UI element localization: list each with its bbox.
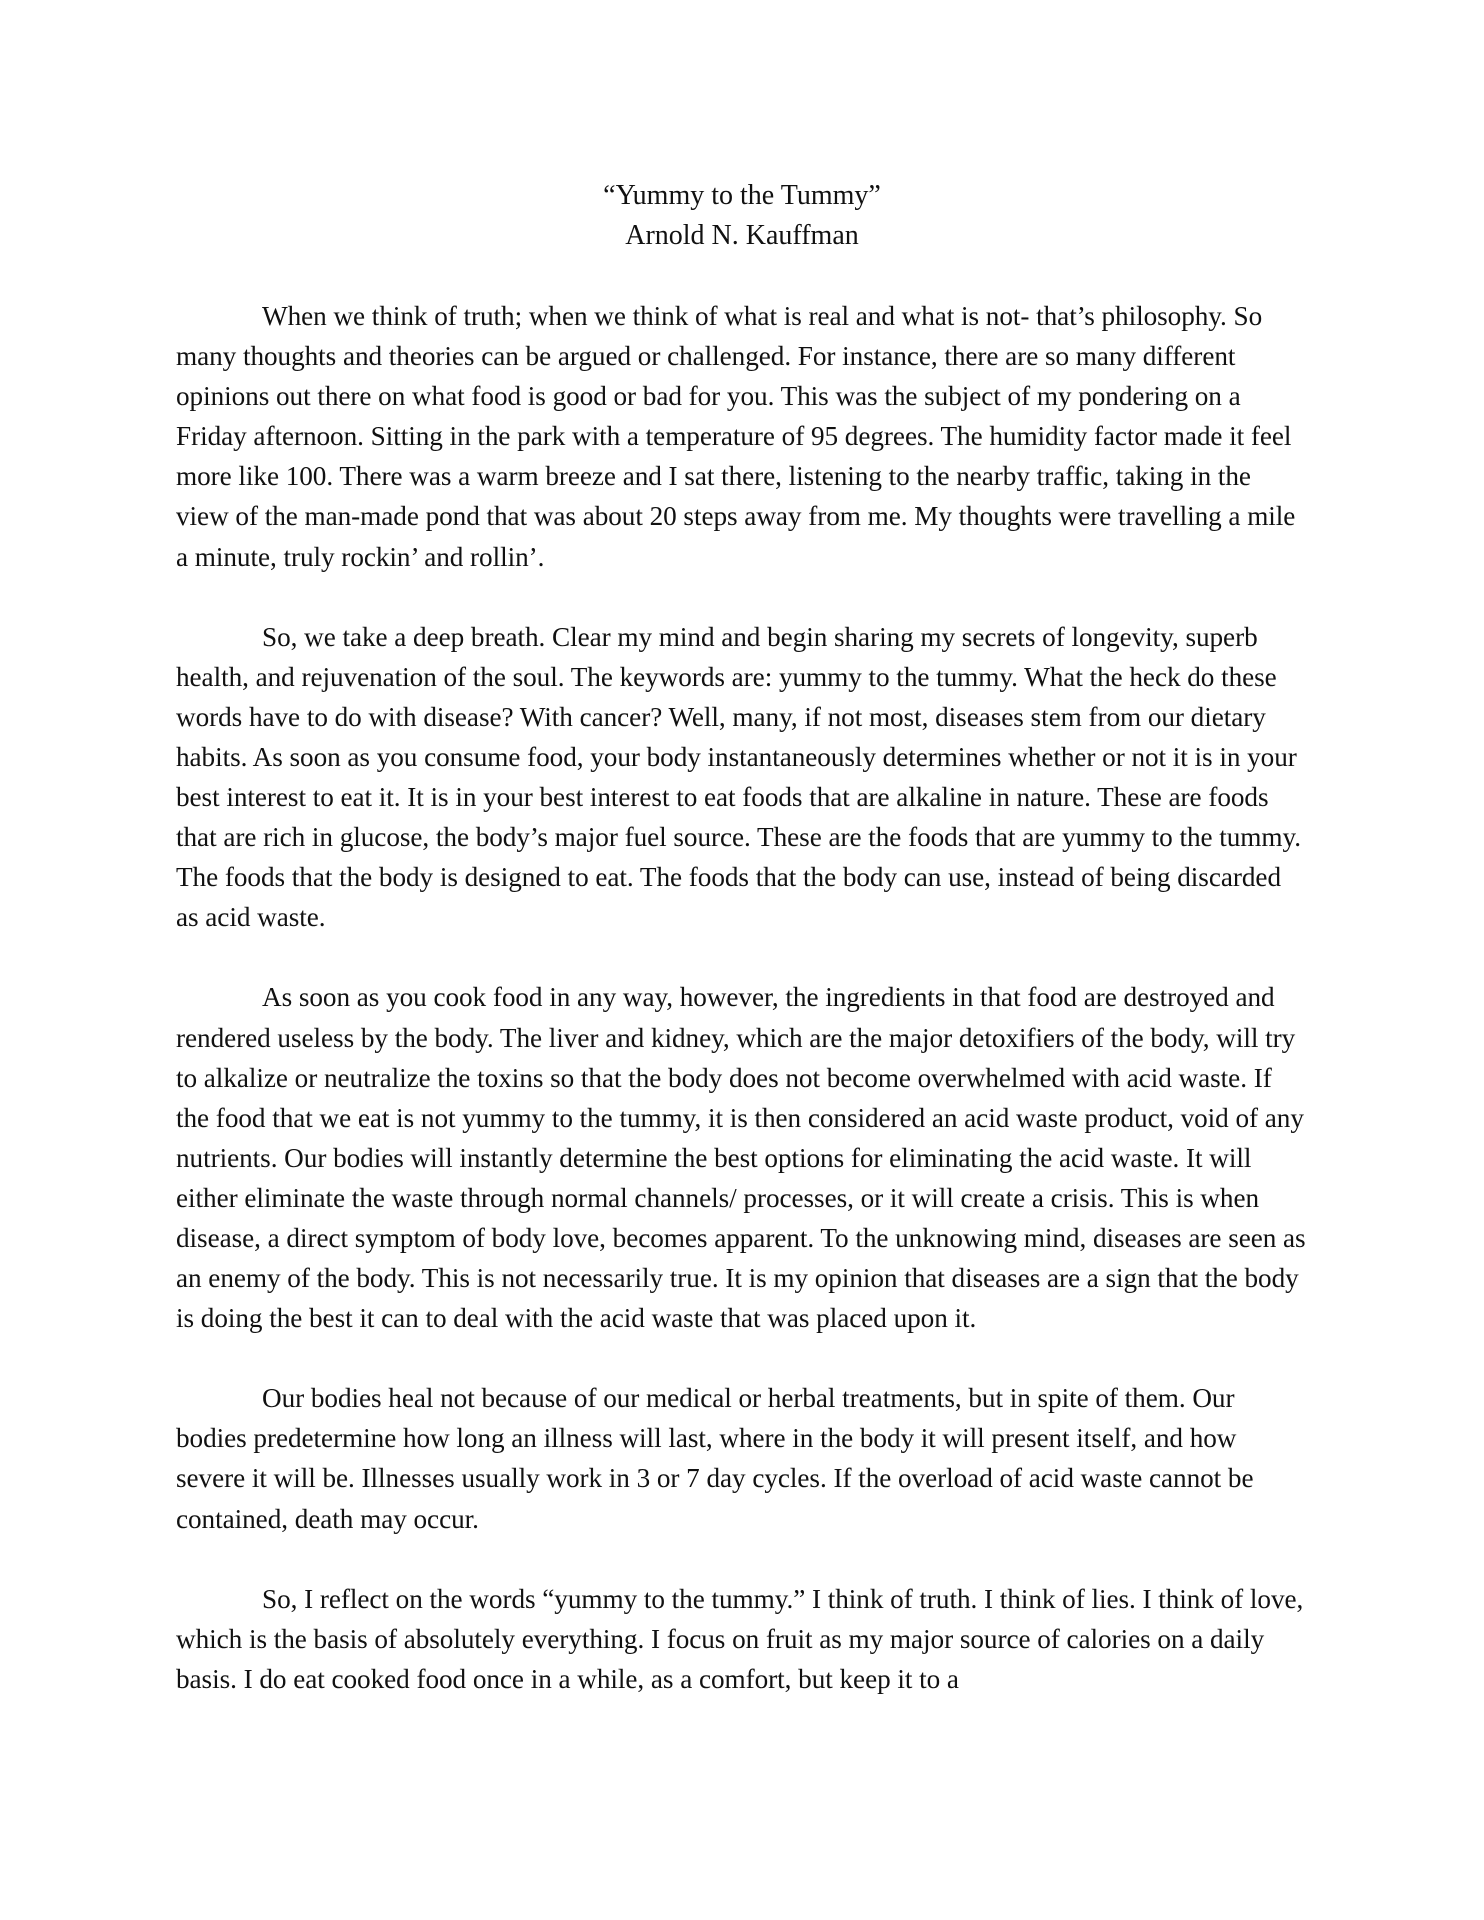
paragraph-1: When we think of truth; when we think of what is real and what is not- that’s philosophy. So many thoughts and theories can be argued or challenged. For instance, there are so many different opinions out there on what food is good or bad for you. This was the subject of my pondering on a Friday afternoon. Sitting in the park with a temperature of 95 degrees. The humidity factor made it feel more like 100. There was a warm breeze and I sat there, listening to the nearby traffic, taking in the view of the man-made pond that was about 20 steps away from me. My thoughts were travelling a mile a minute, truly rockin’ and rollin’.	[176, 301, 1296, 572]
document-author: Arnold N. Kauffman	[625, 220, 859, 251]
paragraph-5: So, I reflect on the words “yummy to the tummy.” I think of truth. I think of lies. I think of love, which is the basis of absolutely everything. I focus on fruit as my major source of calories on a daily basis. I do eat cooked food once in a while, as a comfort, but keep it to a	[176, 1583, 1304, 1694]
document-title: “Yummy to the Tummy”	[603, 180, 881, 211]
title-block	[176, 176, 1308, 256]
paragraph-2: So, we take a deep breath. Clear my mind and begin sharing my secrets of longevity, superb health, and rejuvenation of the soul. The keywords are: yummy to the tummy. What the heck do these words have to do with disease? With cancer? Well, many, if not most, diseases stem from our dietary habits. As soon as you consume food, your body instantaneously determines whether or not it is in your best interest to eat it. It is in your best interest to eat foods that are alkaline in nature. These are foods that are rich in glucose, the body’s major fuel source. These are the foods that are yummy to the tummy. The foods that the body is designed to eat. The foods that the body can use, instead of being discarded as acid waste.	[176, 621, 1302, 933]
paragraph-3: As soon as you cook food in any way, however, the ingredients in that food are destroyed and rendered useless by the body. The liver and kidney, which are the major detoxifiers of the body, will try to alkalize or neutralize the toxins so that the body does not become overwhelmed with acid waste. If the food that we eat is not yummy to the tummy, it is then considered an acid waste product, void of any nutrients. Our bodies will instantly determine the best options for eliminating the acid waste. It will either eliminate the waste through normal channels/ processes, or it will create a crisis. This is when disease, a direct symptom of body love, becomes apparent. To the unknowing mind, diseases are seen as an enemy of the body. This is not necessarily true. It is my opinion that diseases are a sign that the body is doing the best it can to deal with the acid waste that was placed upon it.	[176, 982, 1306, 1334]
paragraph-4: Our bodies heal not because of our medical or herbal treatments, but in spite of them. Our bodies predetermine how long an illness will last, where in the body it will present itself, and how severe it will be. Illnesses usually work in 3 or 7 day cycles. If the overload of acid waste cannot be contained, death may occur.	[176, 1383, 1254, 1534]
